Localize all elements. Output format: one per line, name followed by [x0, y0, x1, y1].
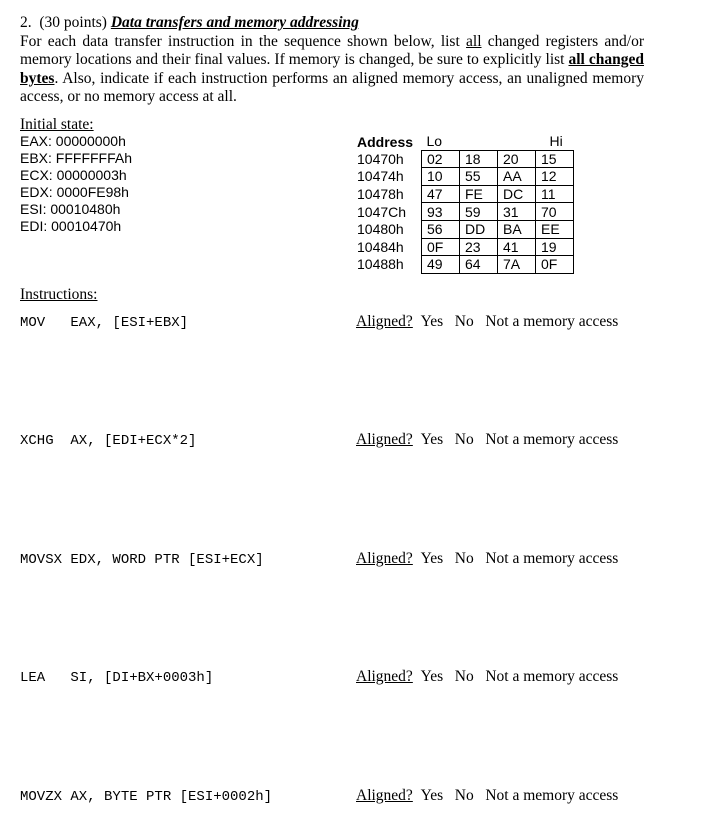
memory-byte: 41: [498, 238, 536, 256]
memory-byte: 7A: [498, 256, 536, 274]
register-list: [20, 133, 132, 235]
memory-byte: BA: [498, 220, 536, 238]
aligned-label: Aligned?: [356, 668, 413, 685]
question-points: (30 points): [39, 14, 107, 31]
register-value: EDX: 0000FE98h: [20, 184, 129, 200]
option-yes[interactable]: Yes: [420, 550, 444, 567]
memory-byte: 56: [422, 220, 460, 238]
memory-byte: EE: [536, 220, 574, 238]
alignment-options: [356, 787, 618, 805]
memory-byte: DD: [460, 220, 498, 238]
memory-byte: 64: [460, 256, 498, 274]
option-yes[interactable]: Yes: [420, 668, 444, 685]
lo-header: Lo: [426, 133, 443, 150]
memory-row: [355, 220, 574, 238]
question-title: Data transfers and memory addressing: [110, 14, 359, 31]
memory-byte: 49: [422, 256, 460, 274]
memory-address: 10484h: [357, 238, 404, 255]
aligned-label: Aligned?: [356, 787, 413, 804]
memory-address: 10488h: [357, 256, 404, 273]
aligned-label: Aligned?: [356, 313, 413, 330]
memory-byte: 19: [536, 238, 574, 256]
option-not-memory-access[interactable]: Not a memory access: [485, 313, 619, 330]
register-value: ECX: 00000003h: [20, 167, 127, 183]
option-not-memory-access[interactable]: Not a memory access: [485, 550, 619, 567]
memory-row: [355, 185, 574, 203]
address-header: Address: [357, 133, 414, 150]
option-no[interactable]: No: [454, 313, 474, 330]
memory-byte: AA: [498, 168, 536, 186]
option-no[interactable]: No: [454, 787, 474, 804]
option-not-memory-access[interactable]: Not a memory access: [485, 668, 619, 685]
option-yes[interactable]: Yes: [420, 313, 444, 330]
option-no[interactable]: No: [454, 668, 474, 685]
memory-byte: 59: [460, 203, 498, 221]
initial-state-label: Initial state:: [20, 116, 94, 133]
instruction-row: [20, 550, 660, 570]
instruction-code: MOV EAX, [ESI+EBX]: [20, 315, 189, 331]
emphasis-all: all: [466, 32, 482, 50]
memory-byte: 10: [422, 168, 460, 186]
memory-row: [355, 168, 574, 186]
memory-byte: 47: [422, 185, 460, 203]
alignment-options: [356, 550, 618, 568]
question-block: [20, 14, 644, 107]
memory-byte: 15: [536, 150, 574, 168]
memory-address: 10470h: [357, 150, 404, 167]
memory-address: 10478h: [357, 186, 404, 203]
question-heading: [20, 14, 644, 33]
instruction-row: [20, 431, 660, 451]
memory-row: [355, 238, 574, 256]
register-value: EBX: FFFFFFFAh: [20, 150, 133, 166]
memory-row: [355, 203, 574, 221]
initial-state: [20, 116, 132, 235]
memory-byte: DC: [498, 185, 536, 203]
memory-byte: 93: [422, 203, 460, 221]
register-value: EAX: 00000000h: [20, 133, 126, 149]
instruction-code: MOVSX EDX, WORD PTR [ESI+ECX]: [20, 552, 264, 568]
memory-header: [355, 133, 574, 150]
instruction-row: [20, 313, 660, 333]
option-no[interactable]: No: [454, 550, 474, 567]
memory-byte: 20: [498, 150, 536, 168]
alignment-options: [356, 431, 618, 449]
hi-header: Hi: [549, 133, 563, 150]
option-yes[interactable]: Yes: [420, 431, 444, 448]
memory-byte: 12: [536, 168, 574, 186]
instructions-label: Instructions:: [20, 286, 98, 303]
register-value: EDI: 00010470h: [20, 218, 122, 234]
aligned-label: Aligned?: [356, 550, 413, 567]
memory-byte: 0F: [422, 238, 460, 256]
emphasis-changed-bytes: all changed bytes: [20, 51, 645, 87]
memory-row: [355, 256, 574, 274]
memory-byte: 70: [536, 203, 574, 221]
instruction-code: MOVZX AX, BYTE PTR [ESI+0002h]: [20, 789, 273, 805]
instruction-row: [20, 668, 660, 688]
instruction-row: [20, 787, 660, 807]
text-part: . Also, indicate if each instruction performs an aligned memory access, an unaligned memory access, or no memory access at all.: [20, 69, 644, 105]
memory-byte: 31: [498, 203, 536, 221]
question-text: [20, 33, 644, 107]
option-no[interactable]: No: [454, 431, 474, 448]
memory-byte: 11: [536, 185, 574, 203]
register-value: ESI: 00010480h: [20, 201, 121, 217]
memory-byte: FE: [460, 185, 498, 203]
text-part: For each data transfer instruction in the sequence shown below, list: [20, 32, 467, 50]
memory-byte: 23: [460, 238, 498, 256]
memory-address: 1047Ch: [357, 203, 407, 220]
memory-address: 10474h: [357, 168, 404, 185]
alignment-options: [356, 668, 618, 686]
text-part: changed registers and/or memory locations and their final values. If memory is changed, be sure to explicitly list: [20, 32, 644, 68]
option-yes[interactable]: Yes: [420, 787, 444, 804]
option-not-memory-access[interactable]: Not a memory access: [485, 787, 619, 804]
memory-byte: 55: [460, 168, 498, 186]
alignment-options: [356, 313, 618, 331]
instruction-code: XCHG AX, [EDI+ECX*2]: [20, 433, 197, 449]
memory-byte: 02: [422, 150, 460, 168]
memory-row: [355, 150, 574, 168]
question-number: 2.: [20, 14, 32, 31]
aligned-label: Aligned?: [356, 431, 413, 448]
memory-byte: 18: [460, 150, 498, 168]
option-not-memory-access[interactable]: Not a memory access: [485, 431, 619, 448]
memory-table: [355, 133, 574, 274]
memory-address: 10480h: [357, 221, 404, 238]
memory-byte: 0F: [536, 256, 574, 274]
instruction-code: LEA SI, [DI+BX+0003h]: [20, 670, 214, 686]
